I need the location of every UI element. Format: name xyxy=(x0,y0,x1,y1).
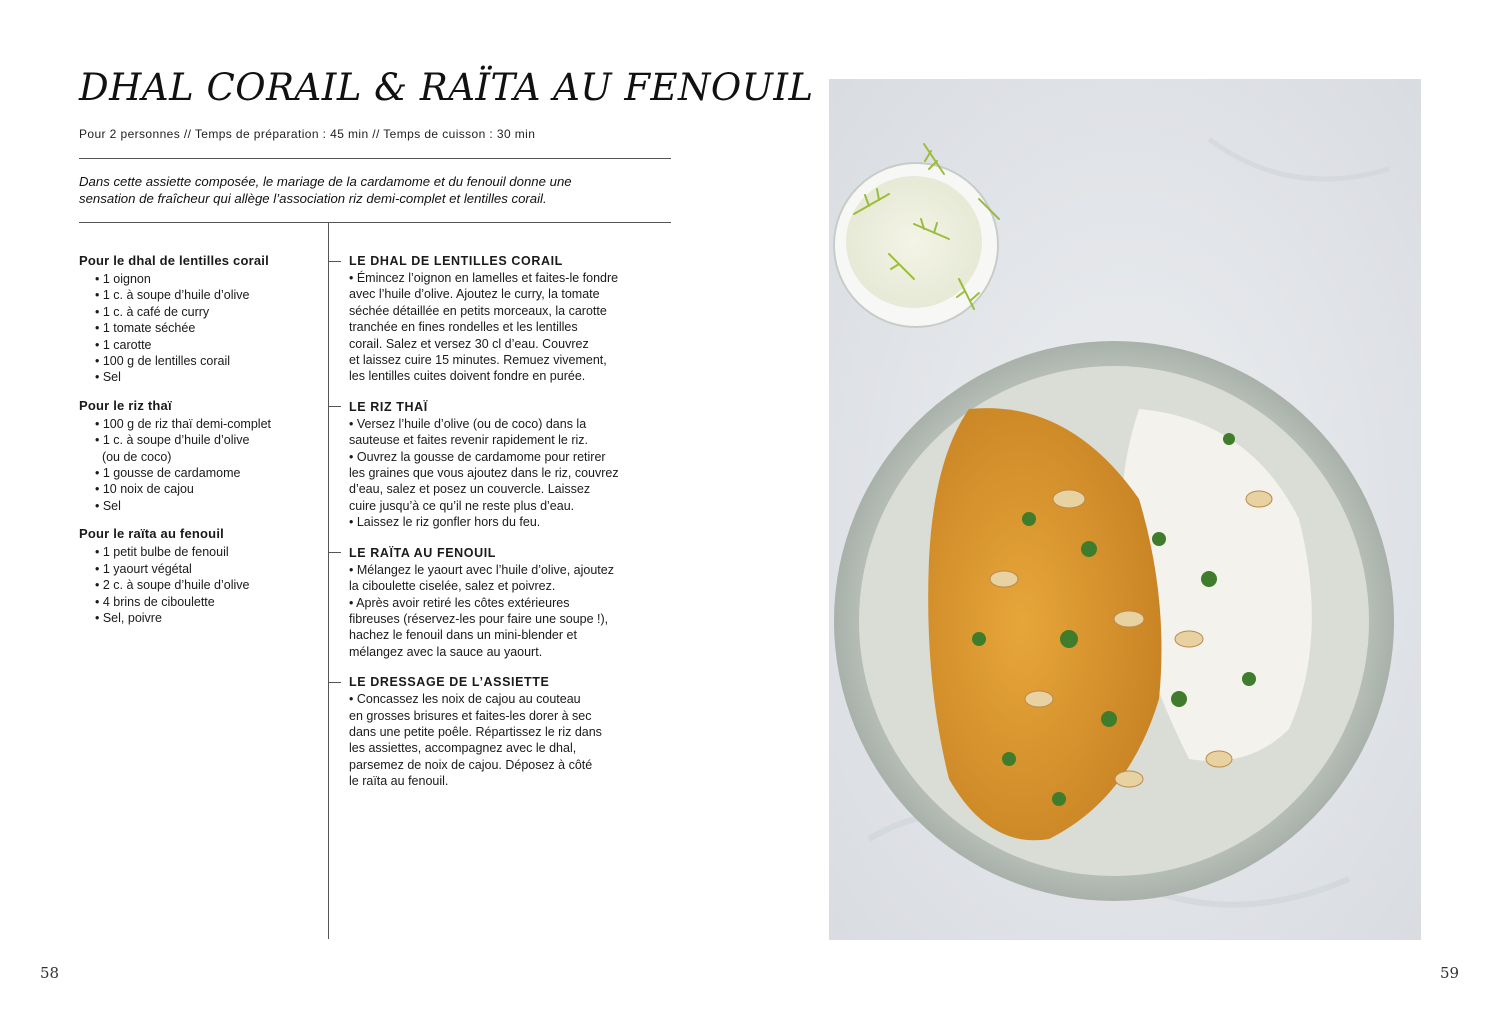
ingredient-item: • 100 g de riz thaï demi-complet xyxy=(95,416,271,431)
step-line: • Après avoir retiré les côtes extérieures xyxy=(349,595,570,610)
heading-dash xyxy=(329,552,341,553)
step-line: avec l’huile d’olive. Ajoutez le curry, la tomate xyxy=(349,287,600,302)
step-line: la ciboulette ciselée, salez et poivrez. xyxy=(349,579,556,594)
step-line: • Mélangez le yaourt avec l’huile d’olive, ajoutez xyxy=(349,562,614,577)
page-number-left: 58 xyxy=(40,964,60,982)
page-number-right: 59 xyxy=(1440,964,1460,982)
ingredient-item: • 2 c. à soupe d’huile d’olive xyxy=(95,578,250,593)
step-body xyxy=(329,562,689,660)
recipe-title: DHAL CORAIL & RAÏTA AU FENOUIL xyxy=(79,66,814,109)
step-line: mélangez avec la sauce au yaourt. xyxy=(349,644,543,659)
step-heading: LE DRESSAGE DE L’ASSIETTE xyxy=(349,675,550,690)
step-body xyxy=(329,416,689,531)
ingredient-item: • 1 c. à soupe d’huile d’olive xyxy=(95,433,250,448)
ingredient-group-heading: Pour le riz thaï xyxy=(79,397,172,413)
step-body xyxy=(329,691,689,789)
ingredient-item: • 100 g de lentilles corail xyxy=(95,354,231,369)
step-line: • Concassez les noix de cajou au couteau xyxy=(349,692,581,707)
step-heading: LE DHAL DE LENTILLES CORAIL xyxy=(349,254,563,268)
step-line: • Laissez le riz gonfler hors du feu. xyxy=(349,515,541,530)
step-line: dans une petite poêle. Répartissez le riz dans xyxy=(349,724,602,739)
step-heading-row xyxy=(329,673,689,691)
step-line: en grosses brisures et faites-les dorer à sec xyxy=(349,708,592,723)
step-section xyxy=(329,673,689,789)
step-heading: LE RAÏTA AU FENOUIL xyxy=(349,545,497,560)
ingredient-group-heading: Pour le raïta au fenouil xyxy=(79,526,224,542)
step-line: fibreuses (réservez-les pour faire une soupe !), xyxy=(349,611,609,626)
ingredient-item: • 1 yaourt végétal xyxy=(95,561,192,576)
ingredient-item: • 1 c. à soupe d’huile d’olive xyxy=(95,288,250,303)
divider xyxy=(79,158,671,159)
ingredient-item: • 1 petit bulbe de fenouil xyxy=(95,545,229,560)
step-line: d’eau, salez et posez un couvercle. Laissez xyxy=(349,482,591,497)
step-line: tranchée en fines rondelles et les lentilles xyxy=(349,320,578,335)
step-section xyxy=(329,544,689,660)
step-heading-row xyxy=(329,252,689,270)
ingredient-item: • Sel xyxy=(95,498,121,513)
step-line: les graines que vous ajoutez dans le riz, couvrez xyxy=(349,466,619,481)
ingredient-item: • 1 gousse de cardamome xyxy=(95,466,241,481)
step-body xyxy=(329,270,689,385)
step-line: hachez le fenouil dans un mini-blender et xyxy=(349,628,577,643)
step-heading: LE RIZ THAÏ xyxy=(349,399,428,414)
step-line: • Versez l’huile d’olive (ou de coco) dans la xyxy=(349,416,587,431)
ingredient-item: (ou de coco) xyxy=(95,449,172,464)
ingredient-group xyxy=(79,524,319,626)
heading-dash xyxy=(329,682,341,683)
ingredient-list xyxy=(79,416,319,514)
step-heading-row xyxy=(329,544,689,562)
step-line: cuire jusqu’à ce qu’il ne reste plus d’eau. xyxy=(349,498,575,513)
ingredient-item: • 1 carotte xyxy=(95,337,152,352)
intro-line: Dans cette assiette composée, le mariage de la cardamome et du fenouil donne une xyxy=(79,174,572,189)
step-line: • Ouvrez la gousse de cardamome pour retirer xyxy=(349,449,606,464)
ingredient-item: • 1 tomate séchée xyxy=(95,321,196,336)
ingredient-group-heading: Pour le dhal de lentilles corail xyxy=(79,253,269,268)
step-line: parsemez de noix de cajou. Déposez à côté xyxy=(349,757,593,772)
ingredient-item: • Sel xyxy=(95,370,121,385)
step-line: et laissez cuire 15 minutes. Remuez vivement, xyxy=(349,353,607,368)
dish-photo xyxy=(829,79,1421,940)
ingredient-item: • Sel, poivre xyxy=(95,610,162,625)
ingredient-item: • 4 brins de ciboulette xyxy=(95,594,215,609)
ingredients-column xyxy=(79,251,319,636)
intro-line: sensation de fraîcheur qui allège l’association riz demi-complet et lentilles corail. xyxy=(79,190,547,206)
ingredient-item: • 1 oignon xyxy=(95,272,151,286)
step-section xyxy=(329,398,689,531)
step-line: le raïta au fenouil. xyxy=(349,774,449,789)
ingredient-item: • 10 noix de cajou xyxy=(95,482,194,497)
step-line: corail. Salez et versez 30 cl d’eau. Couvrez xyxy=(349,336,589,351)
ingredient-group xyxy=(79,251,319,386)
step-heading-row xyxy=(329,398,689,416)
recipe-meta: Pour 2 personnes // Temps de préparation : 45 min // Temps de cuisson : 30 min xyxy=(79,127,536,141)
ingredient-item: • 1 c. à café de curry xyxy=(95,304,210,319)
ingredient-list xyxy=(79,271,319,386)
step-line: • Émincez l’oignon en lamelles et faites-le fondre xyxy=(349,271,619,285)
recipe-intro xyxy=(79,174,679,207)
divider xyxy=(79,222,671,223)
step-line: séchée détaillée en petits morceaux, la carotte xyxy=(349,303,607,318)
heading-dash xyxy=(329,261,341,262)
step-line: les lentilles cuites doivent fondre en purée. xyxy=(349,369,586,384)
ingredient-list xyxy=(79,544,319,626)
ingredient-group xyxy=(79,396,319,514)
step-section xyxy=(329,252,689,385)
heading-dash xyxy=(329,406,341,407)
step-line: les assiettes, accompagnez avec le dhal, xyxy=(349,741,577,756)
step-line: sauteuse et faites revenir rapidement le riz. xyxy=(349,433,589,448)
steps-column xyxy=(329,252,689,803)
